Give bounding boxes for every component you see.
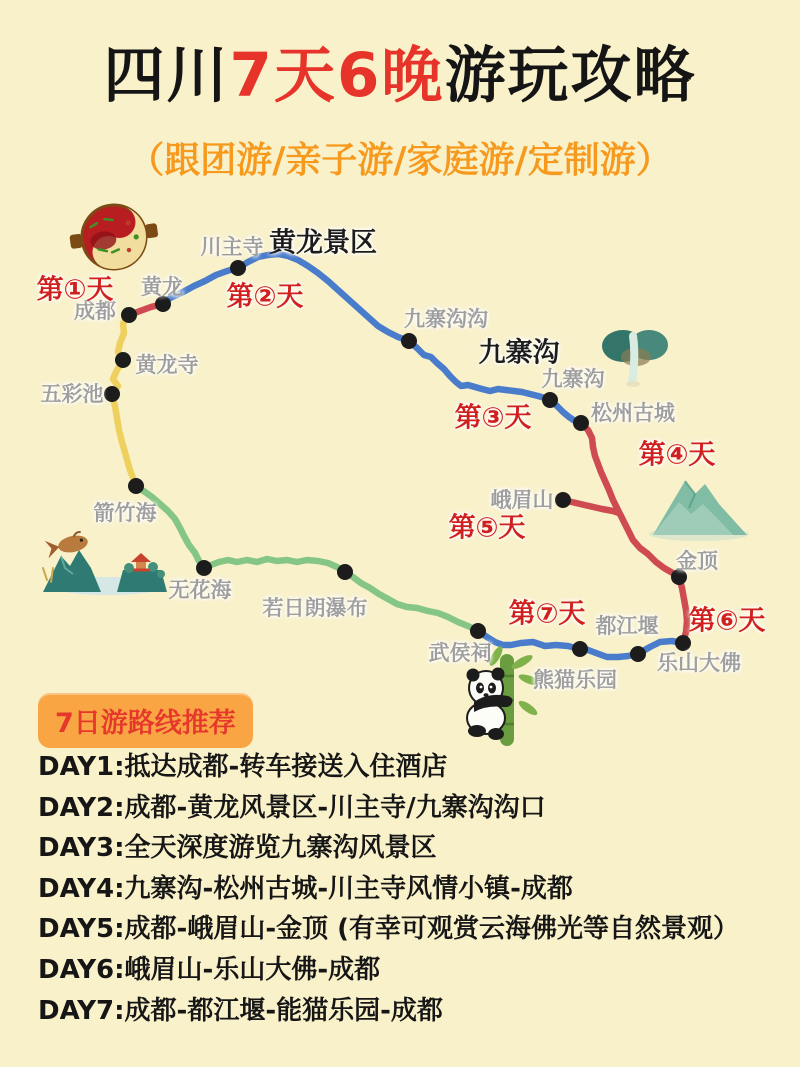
day-marker-1: 第①天	[36, 274, 114, 306]
title-text-accent: 7天6晚	[229, 40, 445, 111]
day-marker-2: 第②天	[226, 281, 304, 313]
mountain-icon	[649, 481, 749, 541]
title-text-left: 四川	[103, 40, 230, 111]
day-marker-3: 第③天	[454, 402, 532, 434]
route-dot	[572, 641, 588, 657]
page-subtitle: （跟团游/亲子游/家庭游/定制游）	[128, 140, 672, 181]
itinerary-day3: DAY3:全天深度游览九寨沟风景区	[38, 833, 437, 864]
day-marker-7: 第⑦天	[508, 598, 586, 630]
route-dot	[128, 478, 144, 494]
location-jiuzhaigou-title: 九寨沟	[478, 337, 560, 369]
route-dot	[121, 307, 137, 323]
route-dot	[573, 415, 589, 431]
location-wuhuahai: 无花海	[168, 578, 232, 602]
itinerary-day4: DAY4:九寨沟-松州古城-川主寺风情小镇-成都	[38, 873, 573, 904]
day-marker-4: 第④天	[638, 439, 716, 471]
itinerary-list	[38, 747, 788, 1031]
location-jianzhuhai: 箭竹海	[93, 501, 157, 525]
location-chuanzhusi: 川主寺	[200, 235, 264, 259]
route-dot	[115, 352, 131, 368]
itinerary-day7: DAY7:成都-都江堰-能猫乐园-成都	[38, 995, 443, 1026]
location-wuhouci: 武侯祠	[428, 641, 492, 665]
route-dot	[401, 333, 417, 349]
location-jiuzhaigougou: 九寨沟沟	[404, 307, 488, 331]
title-text-right: 游玩攻略	[444, 40, 697, 111]
route-dot	[337, 564, 353, 580]
location-huanglong-scenic: 黄龙景区	[269, 227, 377, 259]
route-dot	[104, 386, 120, 402]
waterfall-icon	[602, 330, 668, 387]
location-songzhou-gucheng: 松州古城	[591, 401, 675, 425]
lake-landscape-icon	[43, 531, 167, 595]
location-chengdu: 成都	[74, 299, 116, 323]
location-wucaichi: 五彩池	[40, 382, 104, 406]
location-dujiangyan: 都江堰	[595, 614, 659, 638]
location-xiongmao-leyuan: 熊猫乐园	[533, 668, 617, 692]
itinerary-day6: DAY6:峨眉山-乐山大佛-成都	[38, 954, 381, 985]
location-emeishan: 峨眉山	[490, 488, 554, 512]
location-huanglongsi: 黄龙寺	[135, 353, 199, 377]
itinerary-day1: DAY1:抵达成都-转车接送入住酒店	[38, 752, 448, 782]
route-dot	[542, 392, 558, 408]
location-huanglong: 黄龙	[141, 275, 183, 299]
route-recommendation-badge: 7日游路线推荐	[38, 693, 253, 748]
itinerary-day5: DAY5:成都-峨眉山-金顶 (有幸可观赏云海佛光等自然景观）	[38, 914, 740, 945]
day-marker-6: 第⑥天	[688, 605, 766, 637]
location-ruorilang-pubu: 若日朗瀑布	[262, 596, 368, 620]
route-dot	[630, 646, 646, 662]
location-jiuzhaigou: 九寨沟	[541, 367, 605, 391]
route-dot	[555, 492, 571, 508]
location-leshan-dafo: 乐山大佛	[657, 651, 741, 675]
itinerary-day2: DAY2:成都-黄龙风景区-川主寺/九寨沟沟口	[38, 792, 546, 823]
day-marker-5: 第⑤天	[448, 512, 526, 544]
location-jinding: 金顶	[676, 549, 718, 573]
